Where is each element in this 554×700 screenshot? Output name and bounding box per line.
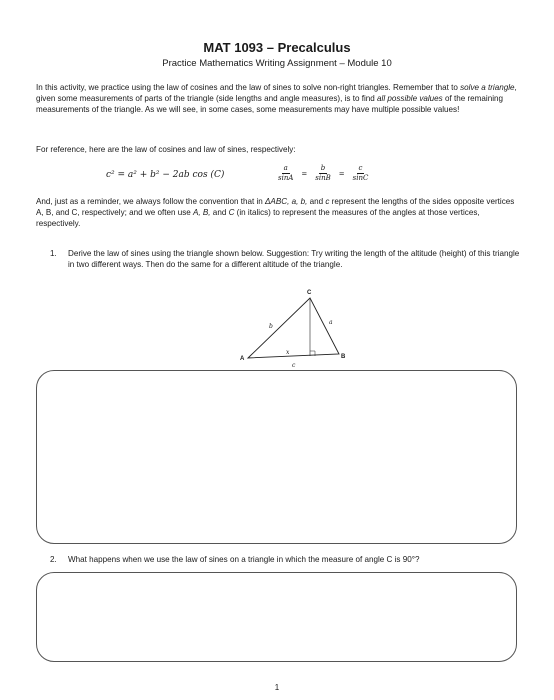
sine-ratio-b xyxy=(313,164,332,183)
reminder-emphasis-4: C xyxy=(228,208,235,217)
law-of-sines xyxy=(276,164,370,183)
document-title: MAT 1093 – Precalculus xyxy=(203,40,351,55)
ratio-b-numerator: b xyxy=(320,164,326,172)
vertex-c-label: C xyxy=(307,290,312,296)
intro-text-3: of the remaining measurements of the triangle. As we will see, in some cases, some measurements may have multiple possible values! xyxy=(36,94,504,114)
page-number: 1 xyxy=(274,683,280,692)
question-2-number: 2. xyxy=(50,555,57,564)
reminder-text-2: and xyxy=(307,197,326,206)
side-b-label: b xyxy=(269,323,273,330)
reminder-paragraph xyxy=(36,196,522,229)
intro-emphasis-1: solve a triangle xyxy=(460,83,515,92)
question-1-number: 1. xyxy=(50,249,57,258)
equals-sign: = xyxy=(301,169,308,178)
answer-box-question-2[interactable] xyxy=(36,572,517,662)
question-1 xyxy=(50,248,520,270)
ratio-c-numerator: c xyxy=(358,164,363,172)
ratio-a-numerator: a xyxy=(283,164,288,172)
question-1-text: Derive the law of sines using the triangle shown below. Suggestion: Try writing the length of the altitude (height) of this triangle in two different ways. Then do the same for a different altitude of the triangle. xyxy=(68,249,520,269)
intro-text-1: In this activity, we practice using the law of cosines and the law of sines to solve non-right triangles. Remember that to xyxy=(36,83,461,92)
intro-emphasis-2: all possible values xyxy=(377,94,443,103)
answer-box-question-1[interactable] xyxy=(36,370,517,544)
intro-paragraph xyxy=(36,82,522,115)
ratio-c-denominator: sinC xyxy=(352,174,369,182)
reminder-text-3: represent the lengths of the sides opposite vertices A, B, and C, respectively; and we often use xyxy=(36,197,515,217)
reminder-emphasis-2: c xyxy=(325,197,330,206)
reminder-text-4: and xyxy=(210,208,229,217)
reminder-emphasis-1: ΔABC, a, b, xyxy=(265,197,308,206)
reference-text: For reference, here are the law of cosines and law of sines, respectively: xyxy=(36,145,296,154)
question-2 xyxy=(50,555,520,564)
vertex-b-label: B xyxy=(341,354,346,360)
intro-text-2: , given some measurements of parts of the triangle (side lengths and angle measures), is to find xyxy=(36,83,517,103)
ratio-a-denominator: sinA xyxy=(278,174,294,182)
equals-sign: = xyxy=(338,169,345,178)
law-of-cosines: c² = a² + b² − 2ab cos (C) xyxy=(106,170,225,180)
sine-ratio-a xyxy=(276,164,295,183)
sine-ratio-c xyxy=(351,164,371,183)
segment-x-label: x xyxy=(286,349,290,356)
reminder-emphasis-3: A, B, xyxy=(193,208,211,217)
side-c-label: c xyxy=(292,362,296,368)
document-subtitle: Practice Mathematics Writing Assignment – Module 10 xyxy=(162,58,392,69)
vertex-a-label: A xyxy=(240,356,245,362)
triangle-outline xyxy=(248,298,339,358)
reminder-text-5: (in italics) to represent the measures of the angles at those vertices, respectively. xyxy=(36,208,480,228)
reminder-text-1: And, just as a reminder, we always follow the convention that in xyxy=(36,197,265,206)
ratio-b-denominator: sinB xyxy=(315,174,331,182)
question-2-text: What happens when we use the law of sines on a triangle in which the measure of angle C is 90°? xyxy=(68,555,420,564)
side-a-label: a xyxy=(329,319,333,326)
triangle-diagram xyxy=(236,288,348,368)
